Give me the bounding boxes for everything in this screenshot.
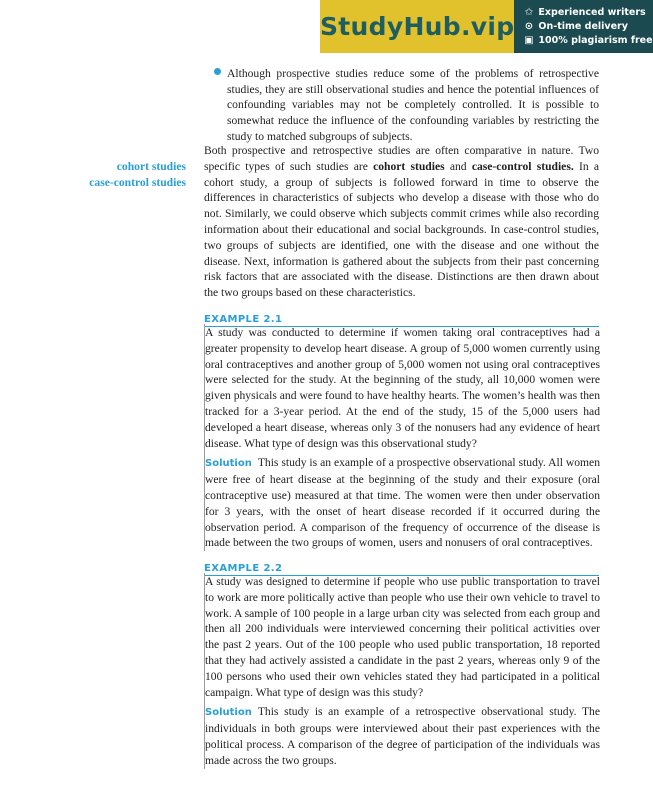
bullet-point [227,66,599,145]
feature-label: 100% plagiarism free [538,35,653,46]
example-2-1-heading: EXAMPLE 2.1 [204,314,283,325]
example-2-1-solution [205,455,600,551]
example-2-2-heading: EXAMPLE 2.2 [204,563,283,574]
bullet-dot-icon [214,68,221,75]
feature-plagiarism-free [523,35,652,46]
term-case-control-studies: case-control studies. [471,159,574,173]
feature-on-time-delivery [523,21,652,32]
clock-icon: ⊙ [524,21,534,32]
intro-text: Both prospective and retrospective studies are often comparative in nature. Two specific types of such studies are [204,144,599,173]
solution-text: This study is an example of a prospective observational study. All women were free of heart disease at the beginning of the study and their exposure (oral contraceptive use) measured at that time. The women were then under observation for 3 years, with the onset of heart disease recorded if it occurred during the observation period. A comparison of the frequency of occurrence of the disease is made between the two groups of women, users and nonusers of oral contraceptives. [205,456,600,550]
solution-label: Solution [205,707,252,719]
margin-term-case-control: case-control studies [89,175,186,189]
feature-label: On-time delivery [538,21,628,32]
banner-features [514,0,652,53]
star-icon: ✩ [524,7,534,18]
example-2-1-problem: A study was conducted to determine if women taking oral contraceptives had a greater propensity to develop heart disease. A group of 5,000 women currently using oral contraceptives and another group of 5,000 women not using oral contraceptives were selected for the study. At the beginning of the study, all 10,000 women were given physicals and were found to have healthy hearts. The women’s health was then tracked for a 3-year period. At the end of the study, 15 of the 5,000 users had developed a heart disease, whereas only 3 of the nonusers had any evidence of heart disease. What type of design was this observational study? [205,326,600,450]
studyhub-banner[interactable] [320,0,653,53]
solution-label: Solution [205,458,252,470]
intro-paragraph [204,143,599,301]
margin-term-cohort: cohort studies [116,160,186,173]
intro-text: In a cohort study, a group of subjects is followed forward in time to observe the differences in characteristics of subjects who develop a disease with those who do not. Similarly, we could observe which subjects commit crimes while also recording information about their educational and social backgrounds. In case-control studies, two groups of subjects are identified, one with the disease and one without the disease. Next, information is gathered about the subjects from their past concerning risk factors that are associated with the disease. Distinctions are then drawn about the two groups based on these characteristics. [204,159,599,300]
studyhub-logo[interactable]: StudyHub.vip [320,0,514,53]
bullet-text: Although prospective studies reduce some of the problems of retrospective studies, they are still observational studies and hence the potential influences of confounding variables may not be completely controlled. It is possible to somewhat reduce the influence of the confounding variables by restricting the study to matched subgroups of subjects. [227,67,599,143]
term-cohort-studies: cohort studies [373,159,445,173]
feature-experienced-writers [523,7,652,18]
example-2-2-solution [205,704,600,768]
feature-label: Experienced writers [538,7,646,18]
example-2-2 [204,573,600,769]
example-2-2-problem: A study was designed to determine if people who use public transportation to travel to work are more politically active than people who use their own vehicle to travel to work. A sample of 100 people in a large urban city was selected from each group and then all 200 individuals were interviewed concerning their political activities over the past 2 years. Out of the 100 people who used public transportation, 18 reported that they had actively assisted a candidate in the past 2 years, whereas only 9 of the 100 persons who used their own vehicles stated they had participated in a political campaign. What type of design was this study? [205,575,600,699]
document-icon: ▣ [524,35,534,46]
solution-text: This study is an example of a retrospective observational study. The individuals in both groups were interviewed about their past experiences with the political process. A comparison of the degree of participation of the individuals was made across the two groups. [205,705,600,767]
intro-text: and [444,159,472,173]
example-2-1 [204,324,600,551]
margin-terms [60,159,186,191]
